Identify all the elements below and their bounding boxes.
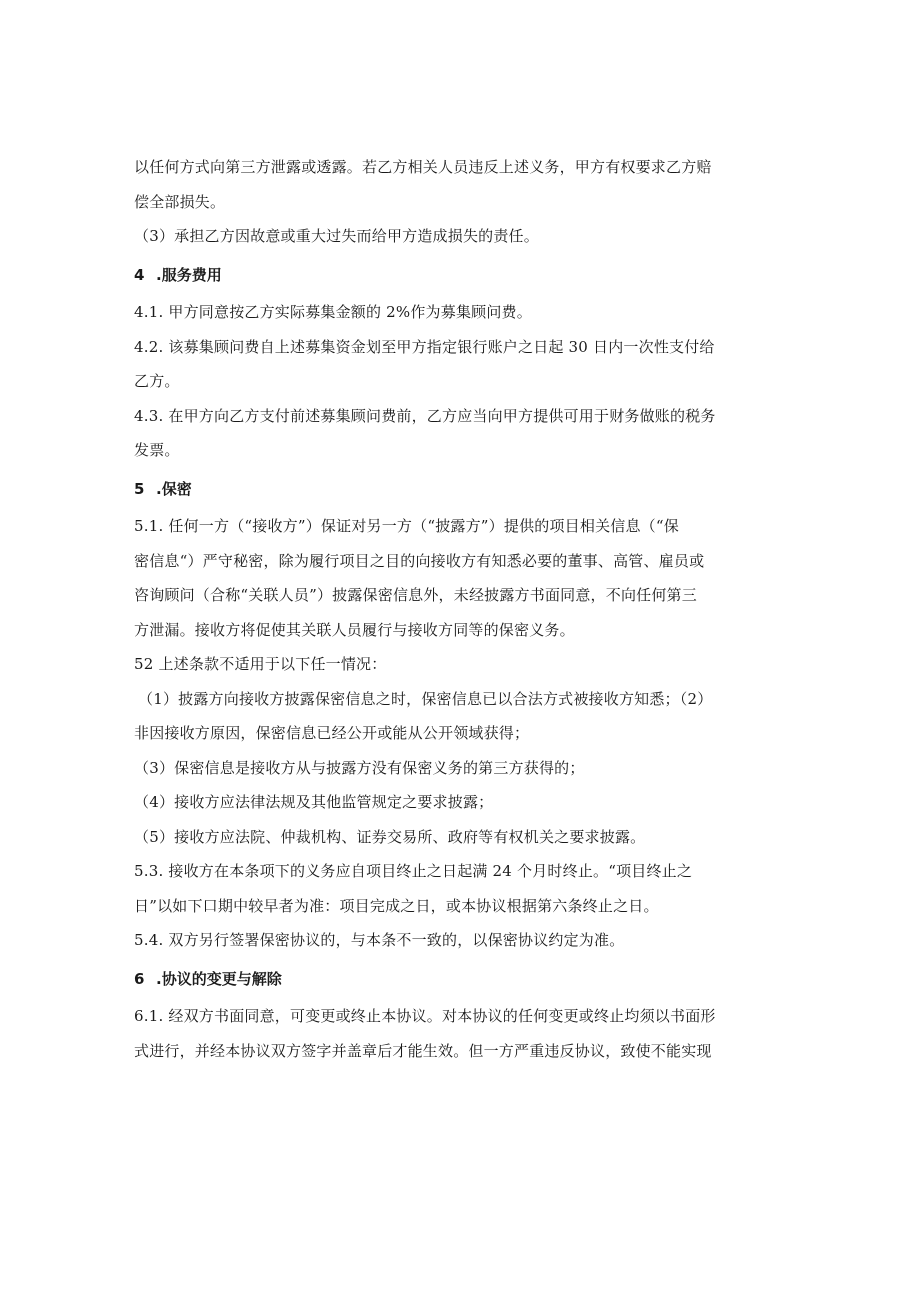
text-line: 偿全部损失。 (134, 192, 226, 211)
section-title: .协议的变更与解除 (156, 969, 282, 988)
text-line: 非因接收方原因，保密信息已经公开或能从公开领域获得； (134, 724, 530, 742)
text-line: 日”以如下口期中较早者为准：项目完成之日，或本协议根据第六条终止之日。 (134, 896, 659, 915)
text-line: 发票。 (134, 441, 180, 459)
section-number: 4 (134, 265, 145, 284)
text-line: 5.4. 双方另行签署保密协议的，与本条不一致的，以保密协议约定为准。 (134, 931, 625, 949)
section-title: .保密 (156, 479, 192, 498)
text-line: 4.1. 甲方同意按乙方实际募集金额的 2%作为募集顾问费。 (134, 303, 532, 321)
text-line: 方泄漏。接收方将促使其关联人员履行与接收方同等的保密义务。 (134, 620, 575, 639)
document-page (134, 150, 790, 1068)
text-line: （4）接收方应法律法规及其他监管规定之要求披露； (134, 793, 494, 811)
text-line: 52 上述条款不适用于以下任一情况： (134, 655, 387, 673)
text-line: 6.1. 经双方书面同意，可变更或终止本协议。对本协议的任何变更或终止均须以书面形 (134, 1007, 716, 1025)
text-line: （3）保密信息是接收方从与披露方没有保密义务的第三方获得的； (134, 758, 585, 777)
text-line: 密信息“）严守秘密，除为履行项目之目的向接收方有知悉必要的董事、高管、雇员或 (134, 551, 705, 570)
section-title: .服务费用 (156, 265, 222, 284)
text-line: （5）接收方应法院、仲裁机构、证券交易所、政府等有权机关之要求披露。 (134, 827, 646, 846)
text-line: 4.2. 该募集顾问费自上述募集资金划至甲方指定银行账户之日起 30 日内一次性支付给 (134, 337, 715, 356)
text-line: 乙方。 (134, 372, 180, 390)
text-line: （3）承担乙方因故意或重大过失而给甲方造成损失的责任。 (134, 227, 539, 245)
section-number: 6 (134, 969, 145, 988)
text-line: 5.3. 接收方在本条项下的义务应自项目终止之日起满 24 个月时终止。“项目终止之 (134, 862, 693, 880)
section-heading-6 (134, 962, 790, 997)
text-line: 以任何方式向第三方泄露或透露。若乙方相关人员违反上述义务，甲方有权要求乙方赔 (134, 158, 712, 176)
text-line: 4.3. 在甲方向乙方支付前述募集顾问费前，乙方应当向甲方提供可用于财务做账的税务 (134, 406, 716, 425)
section-number: 5 (134, 479, 145, 498)
section-heading-4 (134, 258, 790, 293)
text-line: 式进行，并经本协议双方签字并盖章后才能生效。但一方严重违反协议，致使不能实现 (134, 1041, 712, 1060)
text-line: 5.1. 任何一方（“接收方”）保证对另一方（“披露方”）提供的项目相关信息（“保 (134, 517, 679, 535)
section-heading-5 (134, 472, 790, 507)
text-line: 咨询顾问（合称“关联人员”）披露保密信息外，未经披露方书面同意，不向任何第三 (134, 586, 697, 604)
text-line: （1）披露方向接收方披露保密信息之时，保密信息已以合法方式被接收方知悉；（2） (138, 689, 713, 708)
